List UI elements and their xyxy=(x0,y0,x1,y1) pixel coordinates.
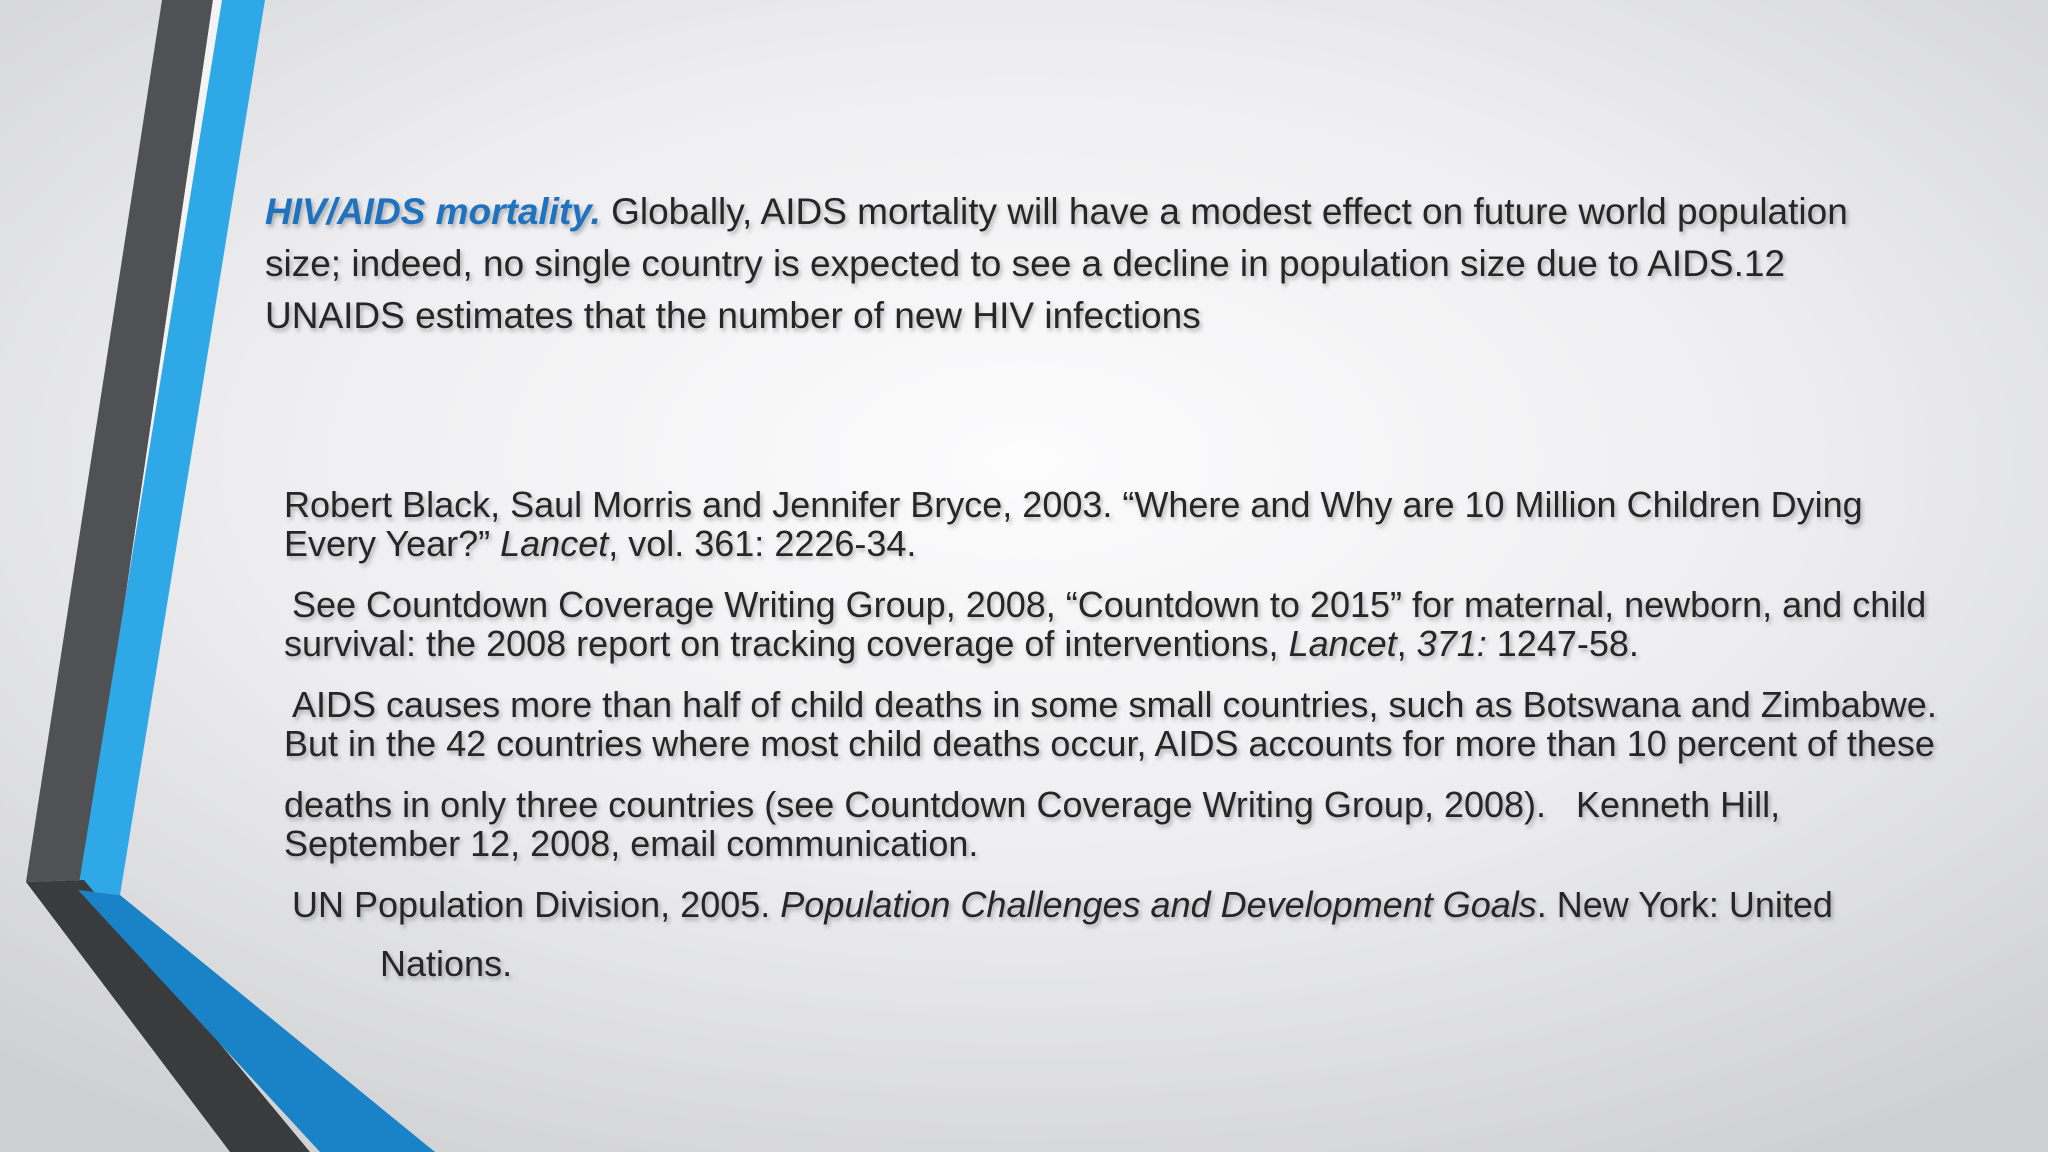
reference-text: AIDS causes more than half of child deaths in some small countries, such as Botswana and Zimbabwe. But in the 42 countries where most child deaths occur, AIDS accounts for more than 10 percent of these xyxy=(284,684,1937,764)
reference-countdown xyxy=(284,584,1957,664)
reference-deaths-hill xyxy=(284,785,1944,863)
intro-paragraph xyxy=(265,186,1905,342)
intro-lead: HIV/AIDS mortality. xyxy=(265,191,601,232)
reference-un-population xyxy=(284,885,1944,983)
reference-aids-causes xyxy=(284,685,1944,763)
reference-text: Nations. xyxy=(380,943,513,984)
journal-title: Lancet xyxy=(1288,623,1397,664)
publication-title: Population Challenges and Development Goals xyxy=(780,884,1537,925)
reference-text: See Countdown Coverage Writing Group, 2008, “Countdown to 2015” for maternal, newborn, and child survival: the 2008 report on tracking coverage of interventions, xyxy=(284,584,1957,664)
reference-text: , vol. 361: 2226-34. xyxy=(608,523,917,564)
reference-black xyxy=(284,485,1944,563)
intro-body: Globally, AIDS mortality will have a modest effect on future world population size; indeed, no single country is expected to see a decline in population size due to AIDS.12 UNAIDS estimates that the number of new HIV infections xyxy=(265,191,1848,336)
reference-text: , xyxy=(1396,623,1417,664)
reference-text: Robert Black, Saul Morris and Jennifer Bryce, 2003. “Where and Why are 10 Million Children Dying Every Year?” xyxy=(284,484,1863,564)
references-list xyxy=(284,484,1957,1005)
reference-text: UN Population Division, 2005. xyxy=(292,884,781,925)
reference-text: 1247-58. xyxy=(1486,623,1639,664)
journal-volume: 371: xyxy=(1416,623,1487,664)
reference-text: deaths in only three countries (see Countdown Coverage Writing Group, 2008). Kenneth Hill, September 12, 2008, email communication. xyxy=(284,784,1791,864)
journal-title: Lancet xyxy=(500,523,609,564)
reference-text: . New York: United xyxy=(1536,884,1833,925)
